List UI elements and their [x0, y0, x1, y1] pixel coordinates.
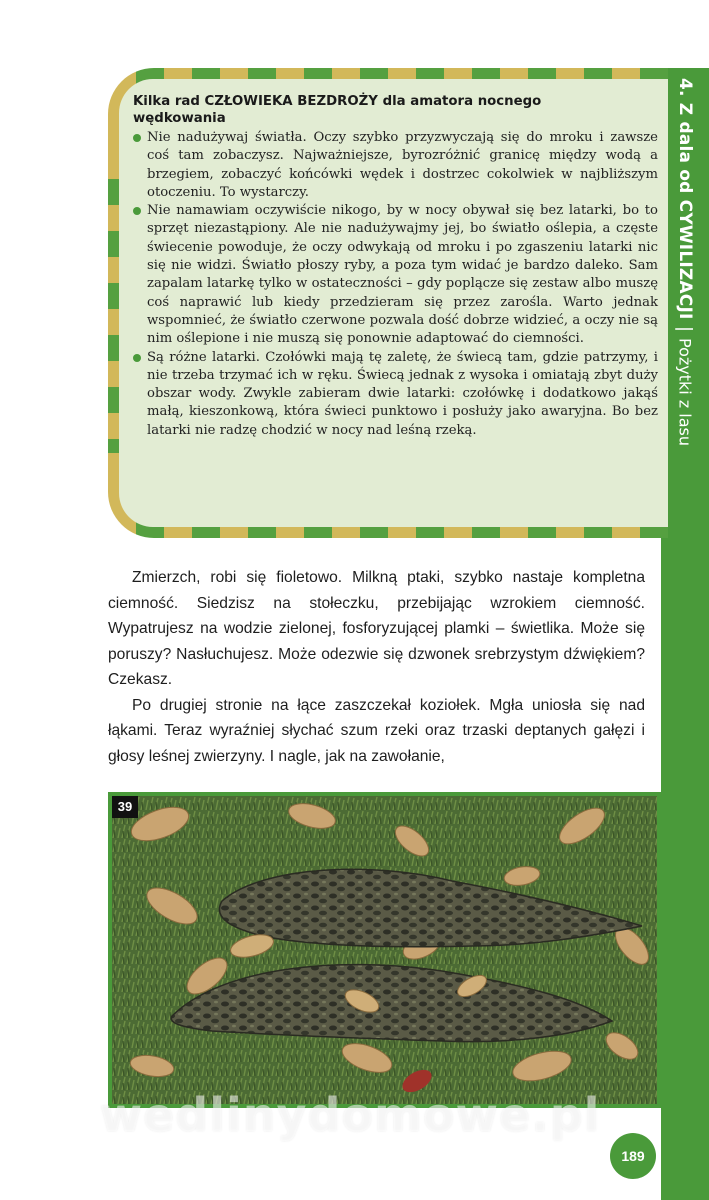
tip-box-title: Kilka rad CZŁOWIEKA BEZDROŻY dla amatora nocnego wędkowania — [133, 94, 542, 126]
chapter-title: 4. Z dala od CYWILIZACJI — [675, 78, 695, 320]
bullet-icon — [133, 354, 141, 362]
page-number: 189 — [610, 1133, 656, 1179]
tip-list — [133, 129, 658, 440]
fish-photo — [108, 792, 661, 1108]
tip-box — [119, 79, 668, 527]
tip-item — [133, 202, 658, 348]
tip-item-text: Nie namawiam oczywiście nikogo, by w nocy obywał się bez latarki, bo to sprzęt niezastąpiony. Ale nie nadużywajmy jej, bo światło oślepia, a częste świecenie powoduje, że oczy odwykają od mroku i po zgaszeniu latarki nic się nie widzi. Światło płoszy ryby, a poza tym widać je bardzo daleko. Sam zapalam latarkę tylko w ostateczności – gdy poplącze się zestaw albo muszę coś naprawić lub kiedy przedzieram się przez zarośla. Warto jednak wspomnieć, że światło czerwone pozwala dość dobrze widzieć, a oczy nie są nim oślepione i nie muszą się ponownie adaptować do ciemności. — [147, 203, 658, 347]
chapter-sidebar — [661, 68, 709, 1200]
tip-item — [133, 129, 658, 202]
photo-number: 39 — [112, 796, 138, 818]
tip-item-text: Są różne latarki. Czołówki mają tę zaletę, że świecą tam, gdzie patrzymy, i nie trzeba trzymać ich w ręku. Świecą jednak z wysoka i omiatają zbyt duży obszar wody. Zwykle zabieram dwie latarki: czołówkę i dodatkowo jakąś małą, kieszonkową, która świeci punktowo i posłuży jako awaryjna. Bo bez latarki nie radzę chodzić w nocy nad leśną rzeką. — [147, 349, 658, 438]
body-text — [108, 565, 645, 769]
body-paragraph: Zmierzch, robi się fioletowo. Milkną ptaki, szybko nastaje kompletna ciemność. Siedzisz na stołeczku, przebijając wzrokiem ciemność. Wypatrujesz na wodzie zielonej, fosforyzującej plamki – świetlika. Może się poruszy? Nasłuchujesz. Może odezwie się dzwonek srebrzystym dźwiękiem? Czekasz. — [108, 569, 645, 688]
chapter-subsection: Pożytki z lasu — [675, 337, 695, 446]
bullet-icon — [133, 134, 141, 142]
chapter-heading — [661, 68, 709, 538]
tip-box-frame — [108, 68, 668, 538]
watermark: wedlinydomowe.pl — [99, 1088, 601, 1142]
tip-item — [133, 349, 658, 440]
chapter-separator: | — [674, 325, 696, 332]
body-paragraph: Po drugiej stronie na łące zaszczekał koziołek. Mgła uniosła się nad łąkami. Teraz wyraźniej słychać szum rzeki oraz trzaski deptanych gałęzi i głosy leśnej zwierzyny. I nagle, jak na zawołanie, — [108, 696, 645, 765]
tip-item-text: Nie nadużywaj światła. Oczy szybko przyzwyczają się do mroku i zawsze coś tam zobaczysz. Najważniejsze, byrozróżnić granicę między wodą a brzegiem, zobaczyć końcówki wędek i dostrzec cokolwiek w najbliższym otoczeniu. To wystarczy. — [147, 130, 658, 200]
fish-photo-illustration — [112, 796, 657, 1104]
bullet-icon — [133, 207, 141, 215]
